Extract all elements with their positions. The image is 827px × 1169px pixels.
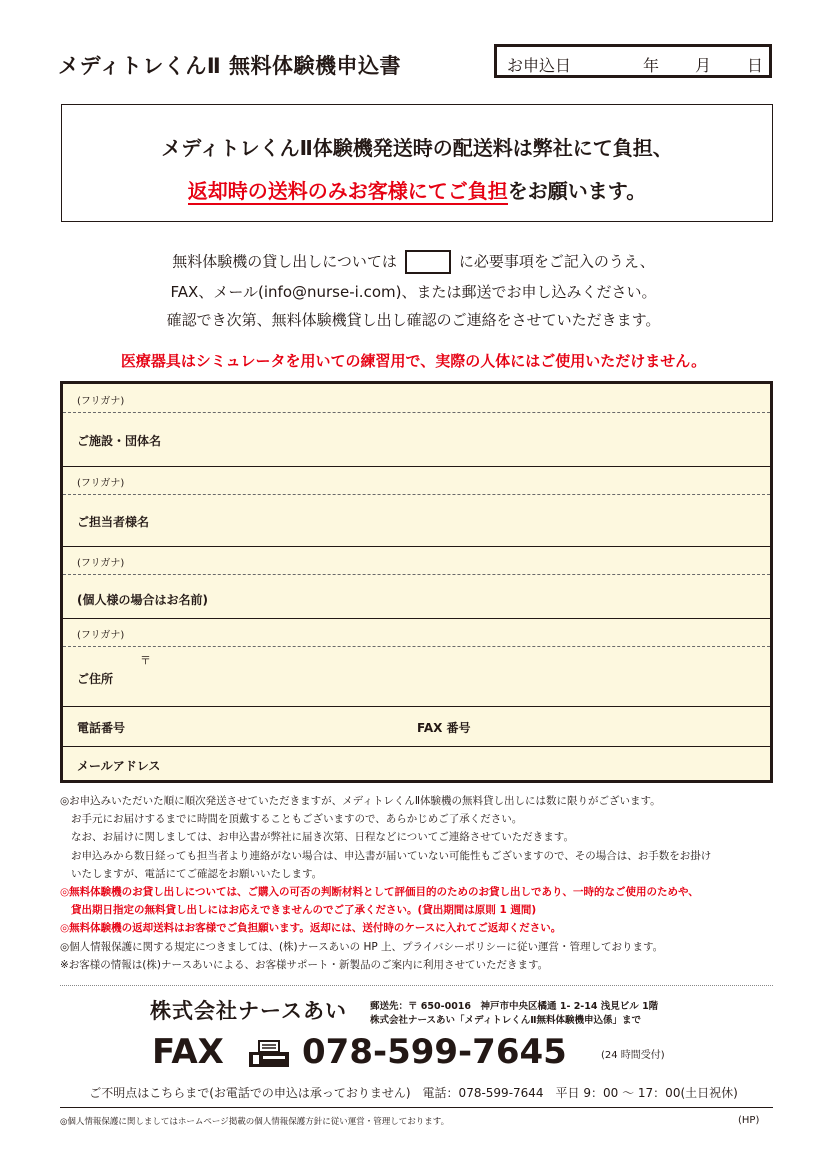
notice-line-1: メディトレくんⅡ体験機発送時の配送料は弊社にて負担、 (161, 136, 673, 160)
year-label: 年 (643, 56, 660, 75)
note-1-cont-2: なお、お届けに関しましては、お申込書が弊社に届き次第、日程などについてご連絡させていただきます。 (71, 831, 574, 844)
email-field[interactable]: メールアドレス (77, 759, 161, 773)
intro-line-1a: 無料体験機の貸し出しについては (172, 252, 397, 271)
note-2: ◎無料体験機のお貸し出しについては、ご購入の可否の判断材料として評価目的のためのお貸し出しであり、一時的なご使用のためや、 (60, 886, 699, 899)
intro-line-1 (40, 250, 787, 274)
company-name: 株式会社ナースあい (150, 999, 347, 1023)
phone-field[interactable]: 電話番号 (77, 721, 126, 735)
privacy-footnote: ◎個人情報保護に関しましてはホームページ掲載の個人情報保護方針に従い運営・管理しております。 (60, 1117, 450, 1127)
footer-divider (60, 1107, 773, 1108)
individual-name-field[interactable]: (個人様の場合はお名前) (77, 593, 208, 607)
notes-section (60, 792, 780, 974)
mail-address-line-2: 株式会社ナースあい「メディトレくんⅡ無料体験機申込係」まで (370, 1015, 642, 1026)
person-name-field[interactable]: ご担当者様名 (77, 515, 150, 529)
intro-line-2: FAX、メール(info@nurse-i.com)、または郵送でお申し込みください。 (170, 283, 657, 301)
note-1-cont-1: お手元にお届けするまでに時間を頂戴することもございますので、あらかじめご了承ください。 (71, 813, 523, 826)
shipping-notice-box (61, 104, 773, 222)
furigana-person: (フリガナ) (77, 478, 125, 489)
contact-info: ご不明点はこちらまで(お電話での申込は承っておりません) 電話：078-599-7644 平日 9：00 ～ 17：00(土日祝休) (89, 1086, 738, 1100)
furigana-address: (フリガナ) (77, 630, 125, 641)
note-2-cont: 貸出期日指定の無料貸し出しにはお応えできませんのでご了承ください。(貸出期間は原則 1 週間) (71, 904, 537, 917)
furigana-individual: (フリガナ) (77, 558, 125, 569)
application-form (60, 381, 773, 783)
postal-mark: 〒 (140, 654, 151, 667)
form-title: メディトレくんⅡ 無料体験機申込書 (58, 54, 401, 78)
medical-warning: 医療器具はシミュレータを用いての練習用で、実際の人体にはご使用いただけません。 (120, 352, 707, 370)
fax-label: FAX (152, 1032, 224, 1072)
furigana-facility: (フリガナ) (77, 396, 125, 407)
divider (60, 985, 773, 986)
intro-line-1b: に必要事項をご記入のうえ、 (458, 252, 655, 271)
address-field[interactable]: ご住所 (77, 672, 114, 686)
fax-field[interactable]: FAX 番号 (417, 721, 471, 735)
mail-address-line-1: 郵送先：〒 650-0016 神戸市中央区橘通 1- 2-14 浅見ビル 1階 (370, 1001, 659, 1012)
notice-line-2-rest: をお願います。 (507, 179, 647, 203)
facility-name-field[interactable]: ご施設・団体名 (77, 434, 162, 448)
notice-highlight: 返却時の送料のみお客様にてご負担 (187, 179, 508, 203)
notice-line-2 (62, 175, 772, 204)
intro-line-3: 確認でき次第、無料体験機貸し出し確認のご連絡をさせていただきます。 (166, 311, 661, 329)
date-label: お申込日 (507, 56, 572, 75)
fax-machine-icon (247, 1040, 291, 1068)
fax-number[interactable]: 078-599-7645 (302, 1032, 567, 1072)
note-3: ◎無料体験機の返却送料はお客様でご負担願います。返却には、送付時のケースに入れてご返却ください。 (60, 922, 562, 935)
note-1-cont-3: お申込みから数日経っても担当者より連絡がない場合は、申込書が届いていない可能性もございますので、その場合は、お手数をお掛け (71, 849, 712, 862)
hp-mark: (HP) (738, 1115, 760, 1126)
note-4: ◎個人情報保護に関する規定につきましては、(株)ナースあいの HP 上、プライバシーポリシーに従い運営・管理しております。 (60, 940, 664, 953)
inline-box-icon (405, 250, 451, 274)
note-1: ◎お申込みいただいた順に順次発送させていただきますが、メディトレくんⅡ体験機の無料貸し出しには数に限りがございます。 (60, 795, 661, 807)
day-label: 日 (747, 56, 764, 75)
month-label: 月 (695, 56, 712, 75)
note-1-cont-4: いたしますが、電話にてご確認をお願いいたします。 (71, 867, 323, 880)
application-date-box[interactable] (494, 44, 772, 78)
note-5: ※お客様の情報は(株)ナースあいによる、お客様サポート・新製品のご案内に利用させていただきます。 (60, 958, 549, 971)
fax-hours: (24 時間受付) (601, 1050, 665, 1061)
